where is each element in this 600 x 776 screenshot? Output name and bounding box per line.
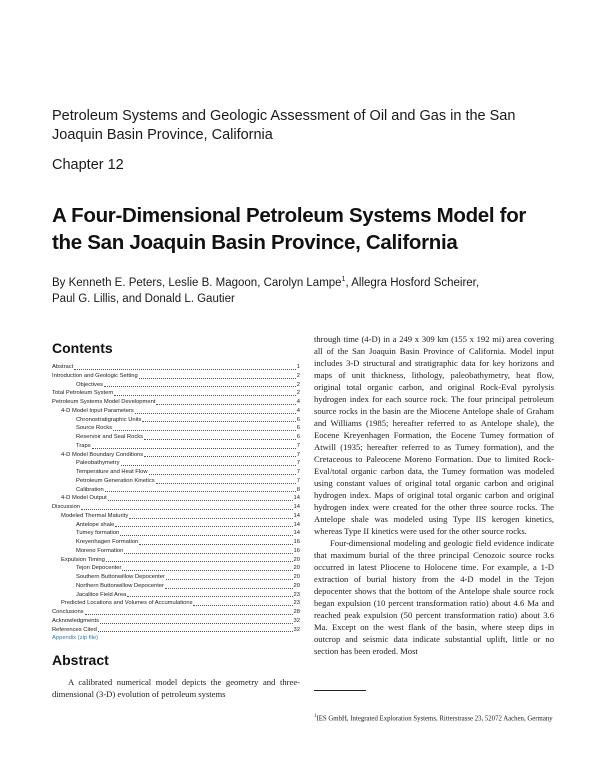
- toc-entry-label: 4-D Model Input Parameters: [61, 407, 134, 414]
- toc-leader-dots: [98, 631, 293, 632]
- toc-leader-dots: [121, 465, 296, 466]
- toc-leader-dots: [105, 491, 296, 492]
- toc-entry[interactable]: [52, 599, 300, 608]
- toc-leader-dots: [106, 561, 293, 562]
- toc-leader-dots: [139, 544, 292, 545]
- author-affiliation-mark: 1: [341, 276, 346, 283]
- toc-entry-page: 7: [296, 451, 300, 458]
- toc-leader-dots: [114, 395, 296, 396]
- toc-entry[interactable]: [52, 398, 300, 407]
- toc-entry-page: 4: [296, 407, 300, 414]
- authors-line2: Paul G. Lillis, and Donald L. Gautier: [52, 292, 235, 305]
- toc-entry[interactable]: [52, 503, 300, 512]
- toc-leader-dots: [193, 605, 292, 606]
- toc-entry-page: 2: [296, 390, 300, 397]
- appendix-link[interactable]: Appendix (zip file): [52, 635, 99, 642]
- toc-leader-dots: [92, 448, 296, 449]
- toc-entry[interactable]: [52, 494, 300, 503]
- table-of-contents: [52, 363, 300, 643]
- toc-entry[interactable]: [52, 564, 300, 573]
- toc-entry-page: 7: [296, 442, 300, 449]
- series-title: Petroleum Systems and Geologic Assessment of Oil and Gas in the San Joaquin Basin Province, California: [52, 108, 516, 143]
- toc-entry-label: Reservoir and Seal Rocks: [76, 434, 144, 440]
- toc-entry-page: 23: [293, 600, 300, 607]
- toc-entry[interactable]: [52, 617, 300, 626]
- toc-entry-label: Modeled Thermal Maturity: [61, 512, 129, 519]
- toc-entry-page: 2: [296, 372, 300, 379]
- toc-entry[interactable]: [52, 591, 300, 600]
- body-text-column: [314, 333, 554, 657]
- toc-entry-label: 4-D Model Boundary Conditions: [61, 451, 144, 458]
- toc-entry-page: 6: [296, 425, 300, 432]
- toc-leader-dots: [115, 526, 292, 527]
- toc-leader-dots: [139, 378, 296, 379]
- paper-title: A Four-Dimensional Petroleum Systems Model for the San Joaquin Basin Province, California: [52, 204, 527, 254]
- footnote: [314, 712, 554, 723]
- toc-entry-label: Discussion: [52, 504, 81, 510]
- body-paragraph-2: Four-dimensional modeling and geologic field evidence indicate that maximum burial of the three principal Cenozoic source rocks occurred in latest Pliocene to Holocene time. For example, a 1-D extraction of burial history from the 4-D model in the Tejon depocenter shows that the bottom of the Antelope shale source rock began expulsion (10 percent transformation ratio) about 4.6 Ma and reached peak expulsion (50 percent transformation ratio) about 3.6 Ma. Except on the west flank of the basin, where steep dips in outcrop and seismic data indicate substantial uplift, little or no section has been eroded. Most: [314, 538, 554, 656]
- toc-entry[interactable]: [52, 442, 300, 451]
- toc-entry[interactable]: [52, 459, 300, 468]
- toc-leader-dots: [124, 553, 292, 554]
- toc-entry-page: 20: [293, 582, 300, 589]
- toc-entry-page: 20: [293, 556, 300, 563]
- toc-entry-label: Petroleum Systems Model Development: [52, 399, 156, 405]
- toc-leader-dots: [122, 570, 292, 571]
- toc-entry-label: Petroleum Generation Kinetics: [76, 477, 155, 484]
- toc-leader-dots: [129, 518, 292, 519]
- toc-entry-label: Objectives: [76, 381, 104, 388]
- toc-leader-dots: [113, 430, 296, 431]
- toc-leader-dots: [127, 596, 292, 597]
- toc-entry[interactable]: [52, 521, 300, 530]
- toc-entry-page: 14: [293, 512, 300, 519]
- toc-entry-page: 7: [296, 460, 300, 467]
- toc-entry[interactable]: [52, 608, 300, 617]
- toc-entry[interactable]: [52, 416, 300, 425]
- toc-entry[interactable]: [52, 372, 300, 381]
- toc-entry[interactable]: [52, 389, 300, 398]
- toc-entry-label: Calibration: [76, 486, 104, 493]
- authors-line1-a: By Kenneth E. Peters, Leslie B. Magoon, Carolyn Lampe: [52, 276, 342, 289]
- toc-entry-page: 6: [296, 434, 300, 440]
- authors-line1-b: , Allegra Hosford Scheirer,: [345, 276, 480, 289]
- body-paragraph-1: through time (4-D) in a 249 x 309 km (155 x 192 mi) area covering all of the San Joaquin Basin Province of California. Model input includes 3-D structural and stratigraphic data for key horizons and maps of unit thickness, lithology, paleobathymetry, heat flow, original total organic carbon, and original Rock-Eval pyrolysis hydrogen index for each source rock. The four principal petroleum source rocks in the basin are the Miocene Antelope shale of Graham and Williams (1985; hereafter referred to as Antelope shale), the Eocene Kreyenhagen Formation, the Eocene Tumey formation of Atwill (1935; hereafter referred to as Tumey formation), and the Cretaceous to Paleocene Moreno Formation. Due to limited Rock-Eval/total organic carbon data, the Tumey formation was modeled using constant values of original total organic carbon and original hydrogen index. Maps of original total organic carbon and original hydrogen index were created for the other three source rocks. The Antelope shale was modeled using Type IIS kerogen kinetics, whereas Type II kinetics were used for the other source rocks.: [314, 334, 554, 536]
- author-list: [52, 272, 552, 307]
- footnote-rule: [314, 690, 366, 691]
- toc-entry-page: 28: [293, 609, 300, 615]
- toc-entry[interactable]: [52, 486, 300, 495]
- toc-entry[interactable]: [52, 529, 300, 538]
- toc-entry-label: Paleobathymetry: [76, 460, 120, 467]
- toc-entry-label: Abstract: [52, 364, 74, 370]
- toc-entry-page: 4: [296, 399, 300, 405]
- toc-entry-label: Conclusions: [52, 609, 84, 615]
- toc-entry-label: References Cited: [52, 626, 97, 633]
- toc-entry[interactable]: [52, 363, 300, 372]
- toc-leader-dots: [74, 369, 296, 370]
- toc-entry-page: 20: [293, 574, 300, 580]
- toc-entry[interactable]: [52, 451, 300, 460]
- toc-entry[interactable]: [52, 407, 300, 416]
- toc-entry-label: Antelope shale: [76, 521, 115, 528]
- toc-entry-label: Source Rocks: [76, 425, 113, 432]
- toc-leader-dots: [85, 614, 293, 615]
- toc-leader-dots: [166, 579, 293, 580]
- toc-entry-label: Northern Buttonwillow Depocenter: [76, 582, 164, 589]
- footnote-text: IES GmbH, Integrated Exploration Systems, Ritterstrasse 23, 52072 Aachen, Germany: [316, 715, 553, 723]
- toc-entry-page: 8: [296, 486, 300, 493]
- toc-entry-label: Introduction and Geologic Setting: [52, 372, 138, 379]
- toc-entry-page: 2: [296, 381, 300, 388]
- toc-entry-label: Moreno Formation: [76, 547, 124, 554]
- toc-entry-label: Acknowledgments: [52, 617, 100, 624]
- toc-entry-page: 20: [293, 565, 300, 572]
- toc-entry-label: Tejon Depocenter: [76, 565, 122, 572]
- toc-entry-page: 1: [296, 364, 300, 370]
- contents-heading: Contents: [52, 340, 113, 356]
- toc-entry-label: Temperature and Heat Flow: [76, 469, 148, 475]
- toc-entry-page: 14: [293, 495, 300, 502]
- chapter-label: Chapter 12: [52, 157, 124, 173]
- toc-leader-dots: [81, 509, 293, 510]
- toc-entry-label: Kreyenhagen Formation: [76, 539, 139, 545]
- toc-leader-dots: [149, 474, 296, 475]
- toc-entry-label: Expulsion Timing: [61, 556, 105, 563]
- toc-entry-page: 7: [296, 477, 300, 484]
- toc-leader-dots: [108, 500, 293, 501]
- footnote-mark: 1: [314, 714, 317, 719]
- toc-entry[interactable]: [52, 477, 300, 486]
- toc-entry[interactable]: [52, 582, 300, 591]
- toc-leader-dots: [120, 535, 292, 536]
- toc-leader-dots: [104, 386, 296, 387]
- toc-entry-label: Traps: [76, 442, 91, 449]
- abstract-text: A calibrated numerical model depicts the geometry and three-dimensional (3-D) evolution of petroleum systems: [52, 677, 300, 699]
- toc-entry-page: 7: [296, 469, 300, 475]
- toc-entry-page: 14: [293, 521, 300, 528]
- toc-leader-dots: [135, 413, 296, 414]
- toc-entry-label: Predicted Locations and Volumes of Accumulations: [61, 600, 193, 607]
- toc-entry[interactable]: [52, 538, 300, 547]
- toc-entry-page: 32: [293, 626, 300, 633]
- toc-entry-page: 16: [293, 547, 300, 554]
- toc-entry-label: Total Petroleum System: [52, 390, 114, 397]
- toc-leader-dots: [144, 439, 296, 440]
- toc-entry-label: Jacalitos Field Area: [76, 591, 127, 598]
- toc-leader-dots: [156, 483, 296, 484]
- toc-entry[interactable]: [52, 626, 300, 635]
- toc-leader-dots: [144, 456, 296, 457]
- toc-entry-page: 6: [296, 416, 300, 423]
- toc-entry[interactable]: [52, 424, 300, 433]
- toc-leader-dots: [100, 623, 293, 624]
- toc-entry-page: 14: [293, 530, 300, 537]
- toc-entry[interactable]: [52, 573, 300, 582]
- toc-entry-label: Tumey formation: [76, 530, 120, 537]
- toc-entry[interactable]: [52, 381, 300, 390]
- toc-entry[interactable]: [52, 556, 300, 565]
- toc-entry-page: 23: [293, 591, 300, 598]
- toc-entry[interactable]: [52, 547, 300, 556]
- toc-entry[interactable]: [52, 512, 300, 521]
- abstract-heading: Abstract: [52, 652, 109, 668]
- toc-entry-label: Chronostratigraphic Units: [76, 416, 142, 423]
- toc-entry-page: 32: [293, 617, 300, 624]
- toc-leader-dots: [165, 588, 293, 589]
- toc-entry-label: 4-D Model Output: [61, 495, 107, 502]
- toc-entry[interactable]: [52, 433, 300, 442]
- toc-leader-dots: [156, 404, 295, 405]
- toc-leader-dots: [142, 421, 295, 422]
- toc-entry-page: 14: [293, 504, 300, 510]
- toc-entry-label: Southern Buttonwillow Depocenter: [76, 574, 165, 580]
- toc-entry[interactable]: [52, 468, 300, 477]
- toc-entry-page: 16: [293, 539, 300, 545]
